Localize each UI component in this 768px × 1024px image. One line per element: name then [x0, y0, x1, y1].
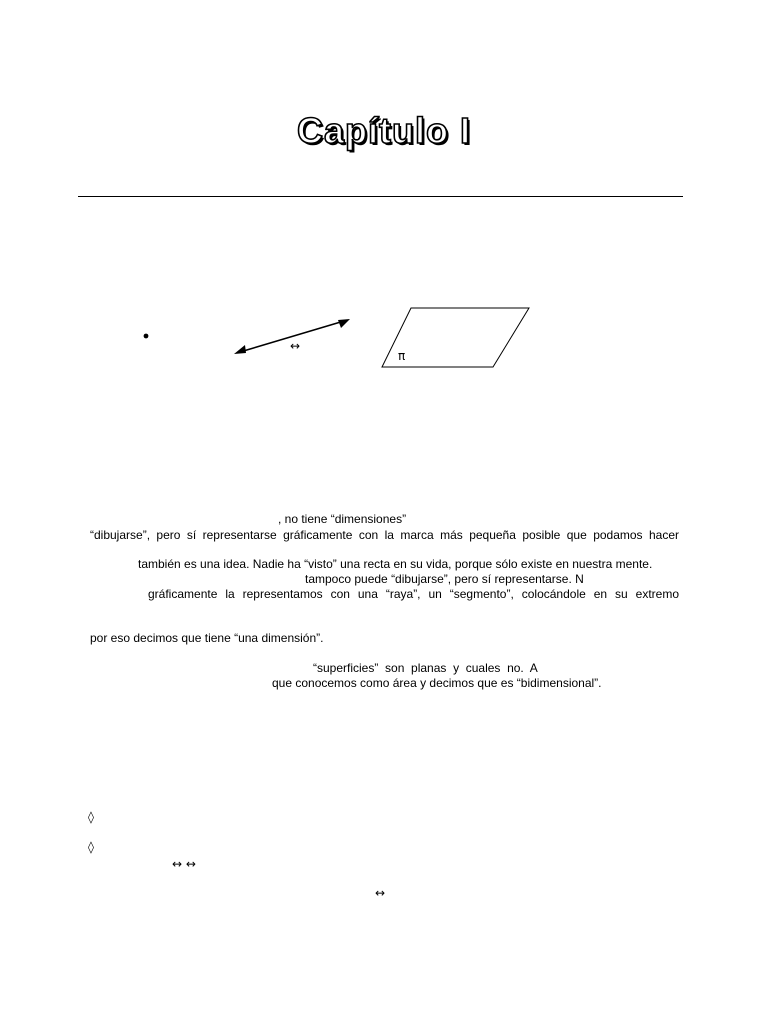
plane-symbol: π	[398, 349, 406, 363]
diamond-bullet-2: ◊	[88, 840, 94, 854]
text-line-8: que conocemos como área y decimos que es “bidimensional”.	[272, 676, 602, 690]
text-line-4: tampoco puede “dibujarse”, pero sí representarse. N	[305, 572, 584, 586]
diamond-bullet-1: ◊	[88, 810, 94, 824]
geometry-figures	[0, 290, 768, 380]
chapter-title: Capítulo I	[297, 110, 471, 151]
line-symbol: ↔	[290, 339, 301, 353]
text-line-6: por eso decimos que tiene “una dimensión”.	[90, 631, 324, 645]
title-divider	[78, 196, 683, 197]
double-arrow-single: ↔	[375, 886, 386, 900]
text-line-3: también es una idea. Nadie ha “visto” una recta en su vida, porque sólo existe en nuestra mente.	[138, 557, 653, 571]
text-line-5: gráficamente la representamos con una “raya”, un “segmento”, colocándole en su extremo	[148, 587, 679, 601]
plane-figure	[382, 308, 529, 367]
line-figure	[234, 319, 350, 354]
double-arrow-pair: ↔ ↔	[172, 857, 196, 871]
arrow-head-right	[338, 319, 350, 328]
text-line-2: “dibujarse”, pero sí representarse gráficamente con la marca más pequeña posible que podamos hacer	[90, 528, 679, 542]
point-mark	[144, 334, 149, 339]
text-line-1: , no tiene “dimensiones”	[278, 512, 407, 526]
arrow-head-left	[234, 345, 246, 354]
text-line-7: “superficies” son planas y cuales no. A	[313, 661, 538, 675]
